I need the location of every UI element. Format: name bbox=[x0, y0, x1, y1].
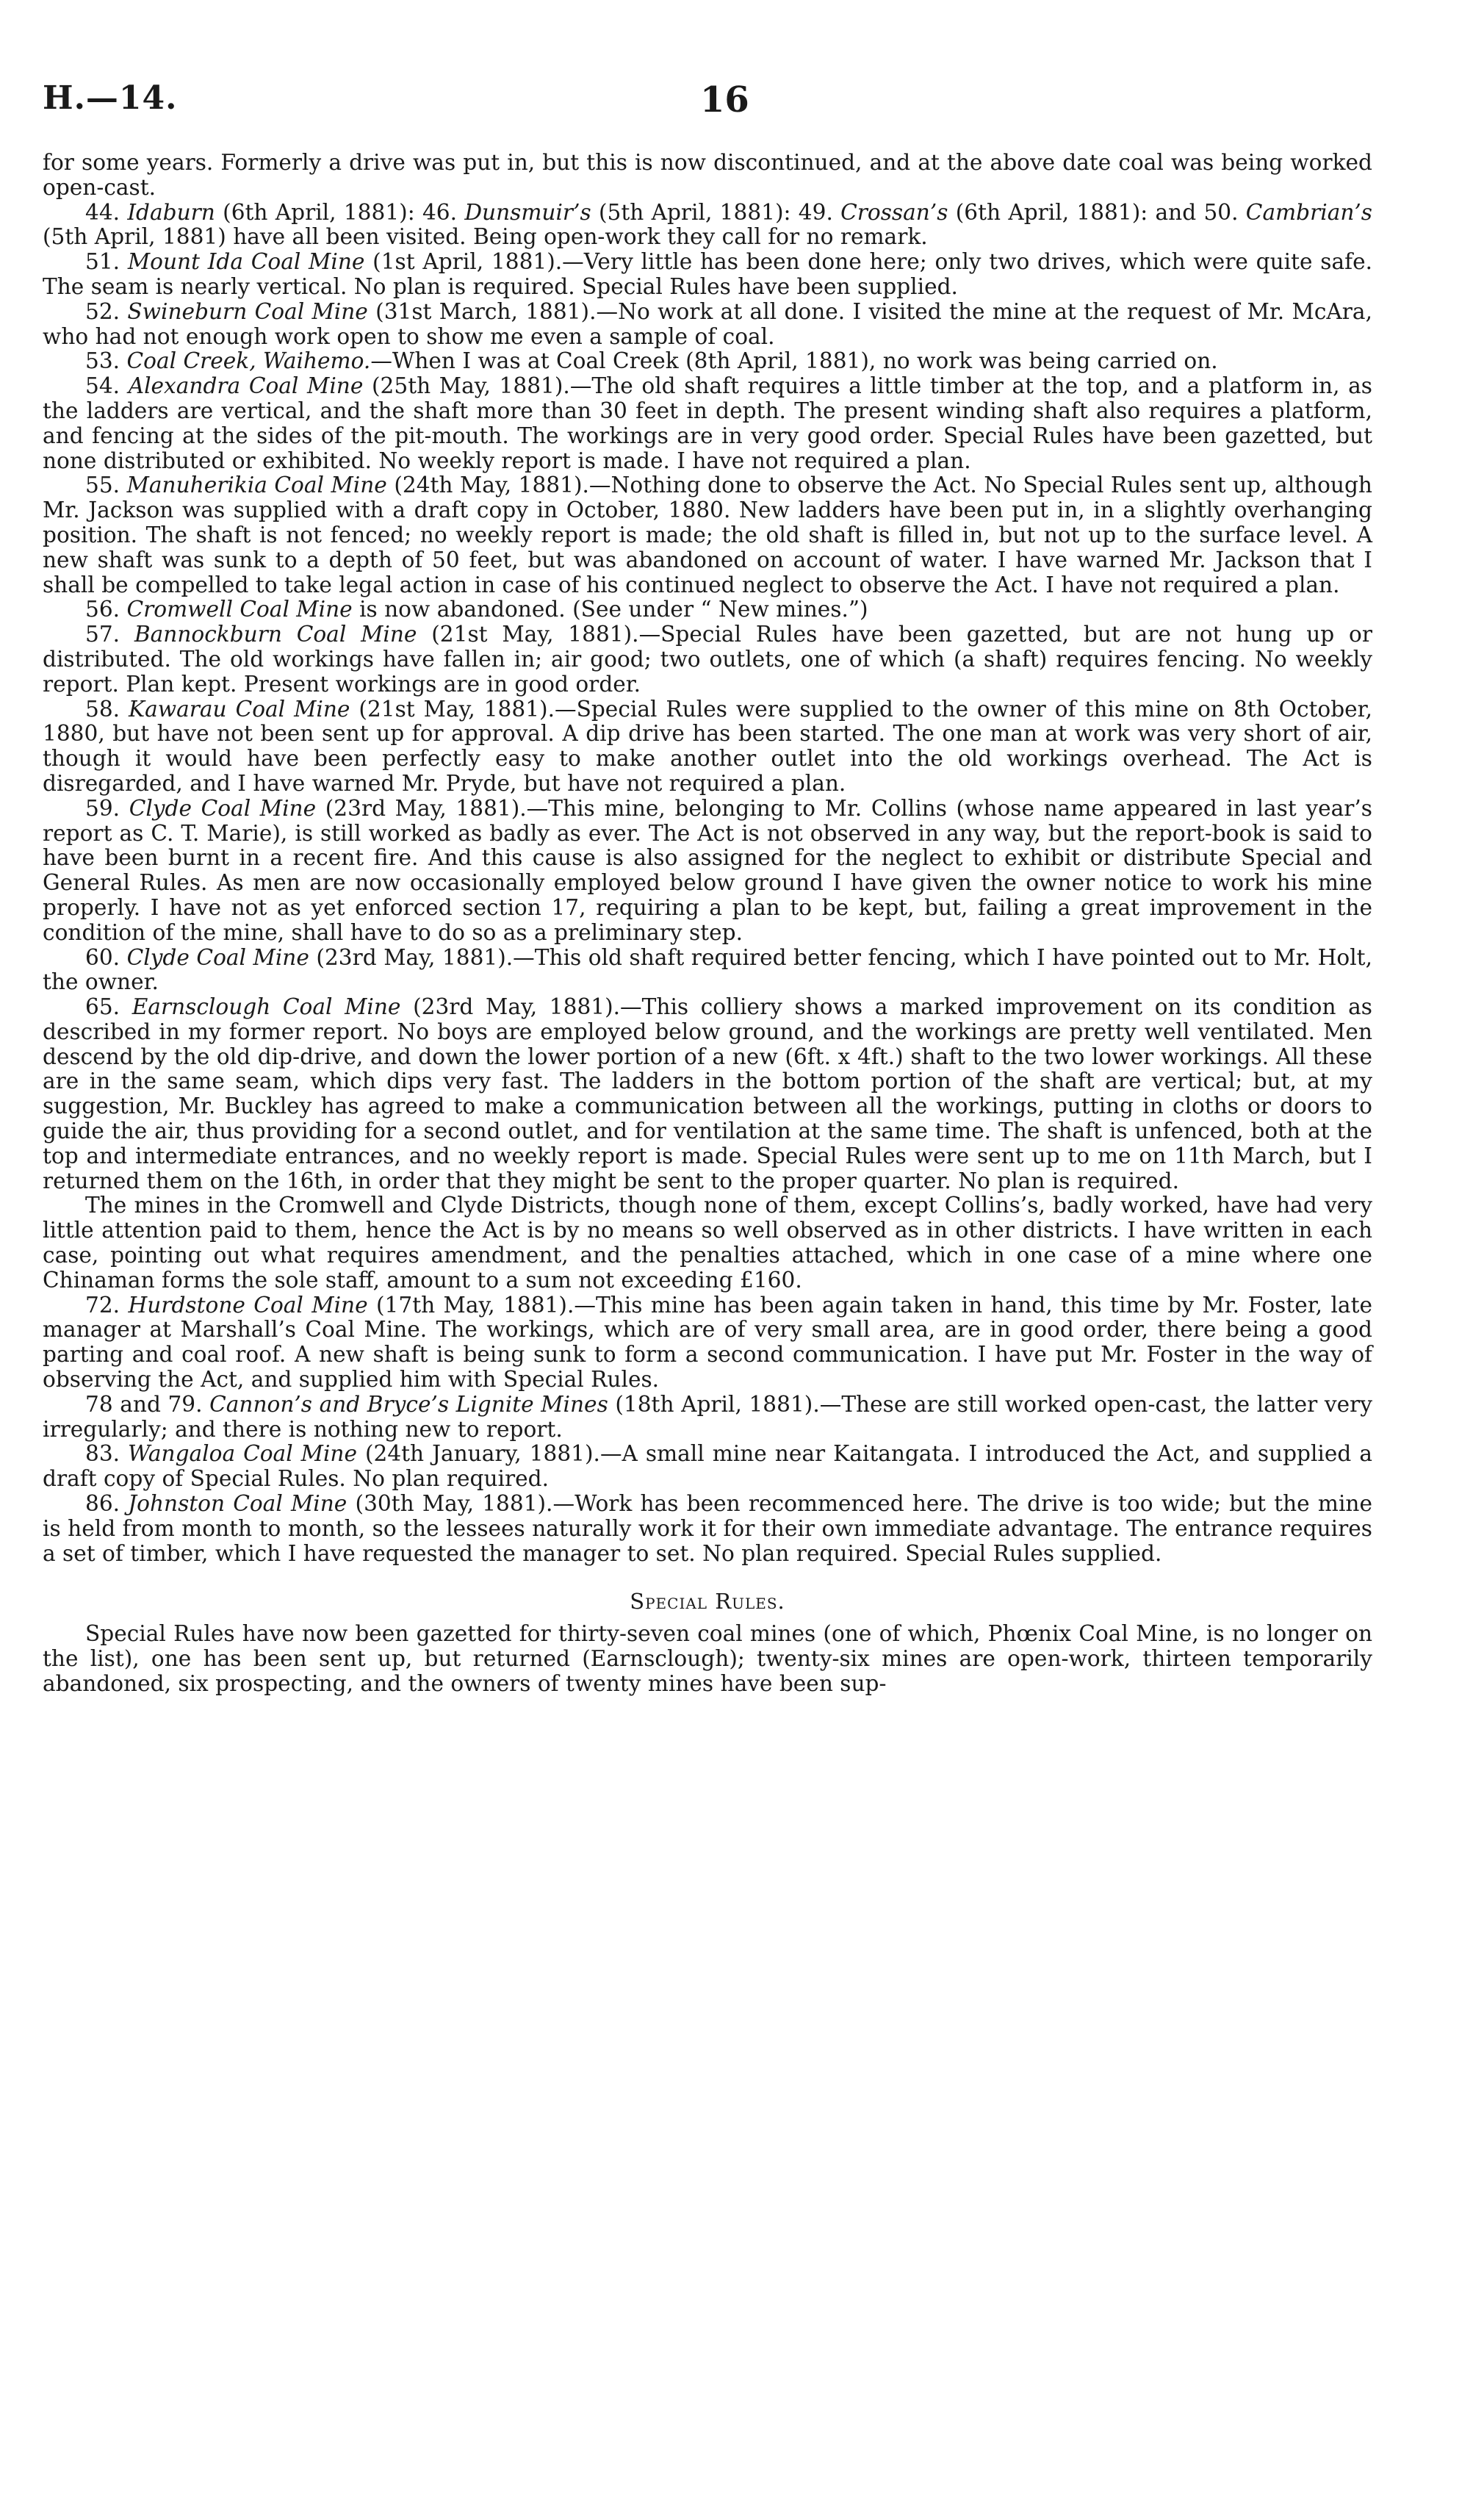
paragraph-text: (24th January, 1881).—A small mine near Kaitangata. I introduced the Act, and supplied a draft copy of Special Rules. No plan required. bbox=[43, 1441, 1372, 1492]
paragraph bbox=[43, 995, 1372, 1193]
paragraph bbox=[43, 1492, 1372, 1566]
mine-name: Manuherikia Coal Mine bbox=[126, 473, 387, 498]
paragraph-text: (23rd May, 1881).—This mine, belonging to Mr. Collins (whose name appeared in last year’s report as C. T. Marie), is still worked as badly as ever. The Act is not observed in any way, but the report-book is said to have been burnt in a recent fire. And this cause is also assigned for the neglect to exhibit or distribute Special and General Rules. As men are now occasionally employed below ground I have given the owner notice to work his mine properly. I have not as yet enforced section 17, requiring a plan to be kept, but, failing a great improvement in the condition of the mine, shall have to do so as a preliminary step. bbox=[43, 795, 1372, 945]
paragraph-text: (21st May, 1881).—Special Rules were supplied to the owner of this mine on 8th October, 1880, but have not been sent up for approval. A dip drive has been started. The one man at work was very short of air, though it would have been perfectly easy to make another outlet into the old workings overhead. The Act is disregarded, and I have warned Mr. Pryde, but have not required a plan. bbox=[43, 696, 1372, 796]
paragraph bbox=[43, 946, 1372, 996]
mine-name: Cambrian’s bbox=[1245, 199, 1372, 225]
paragraph-text: (1st April, 1881).—Very little has been done here; only two drives, which were quite safe. The seam is nearly vertical. No plan is required. Special Rules have been supplied. bbox=[43, 249, 1372, 299]
mine-name: Bannockburn Coal Mine bbox=[134, 622, 417, 647]
paragraph bbox=[43, 622, 1372, 697]
paragraph-text: 44. bbox=[85, 199, 128, 225]
mine-name: Kawarau Coal Mine bbox=[129, 696, 350, 722]
paragraph bbox=[43, 597, 1372, 622]
paragraph-text: 78 and 79. bbox=[85, 1391, 210, 1417]
paragraph-text: is now abandoned. (See under “ New mines.”) bbox=[352, 597, 868, 622]
paragraph bbox=[43, 1442, 1372, 1492]
page-header bbox=[43, 79, 1441, 123]
paragraph-text: (25th May, 1881).—The old shaft requires a little timber at the top, and a platform in, as the ladders are vertical, and the shaft more than 30 feet in depth. The present winding shaft also requires a platform, and fencing at the sides of the pit-mouth. The workings are in very good order. Special Rules have been gazetted, but none distributed or exhibited. No weekly report is made. I have not required a plan. bbox=[43, 373, 1372, 473]
paragraph bbox=[43, 1393, 1372, 1443]
paragraph bbox=[43, 1293, 1372, 1393]
paragraph bbox=[43, 349, 1372, 374]
paragraph-text: (17th May, 1881).—This mine has been again taken in hand, this time by Mr. Foster, late manager at Marshall’s Coal Mine. The workings, which are of very small area, are in good order, there being a good parting and coal roof. A new shaft is being sunk to form a second communication. I have put Mr. Foster in the way of observing the Act, and supplied him with Special Rules. bbox=[43, 1292, 1372, 1393]
mine-name: Clyde Coal Mine bbox=[129, 795, 317, 821]
mine-name: Cannon’s and Bryce’s Lignite Mines bbox=[209, 1391, 608, 1417]
mine-name: Swineburn Coal Mine bbox=[127, 298, 368, 324]
mine-name: Dunsmuir’s bbox=[464, 199, 591, 225]
paragraph-text: 52. bbox=[85, 298, 128, 324]
mine-name: Cromwell Coal Mine bbox=[126, 597, 353, 622]
paragraph-text: 54. bbox=[85, 373, 129, 399]
paragraph bbox=[43, 374, 1372, 473]
paragraph-text: (24th May, 1881).—Nothing done to observe the Act. No Special Rules sent up, although Mr. Jackson was supplied with a draft copy in October, 1880. New ladders have been put in, in a slightly overhanging position. The shaft is not fenced; no weekly report is made; the old shaft is filled in, but not up to the surface level. A new shaft was sunk to a depth of 50 feet, but was abandoned on account of water. I have warned Mr. Jackson that I shall be compelled to take legal action in case of his continued neglect to observe the Act. I have not required a plan. bbox=[43, 473, 1372, 597]
paragraph bbox=[43, 1193, 1372, 1293]
paragraph-text: (5th April, 1881): 49. bbox=[591, 199, 841, 225]
paragraph-text: (6th April, 1881): and 50. bbox=[948, 199, 1246, 225]
paragraph-text: 57. bbox=[85, 622, 134, 647]
paragraph-list bbox=[43, 151, 1372, 1566]
mine-name: Alexandra Coal Mine bbox=[128, 373, 364, 399]
section-heading: Special Rules. bbox=[630, 1589, 785, 1614]
paragraph-text: (21st May, 1881).—Special Rules have been gazetted, but are not hung up or distributed. The old workings have fallen in; air good; two outlets, one of which (a shaft) requires fencing. No weekly report. Plan kept. Present workings are in good order. bbox=[43, 622, 1372, 697]
paragraph-text: —When I was at Coal Creek (8th April, 1881), no work was being carried on. bbox=[370, 348, 1218, 374]
paragraph bbox=[43, 797, 1372, 946]
paragraph-text: 53. bbox=[85, 348, 127, 374]
mine-name: Clyde Coal Mine bbox=[126, 944, 309, 970]
paragraph-text: 51. bbox=[85, 249, 128, 275]
page-number: 16 bbox=[700, 79, 749, 121]
mine-name: Idaburn bbox=[127, 199, 215, 225]
mine-name: Johnston Coal Mine bbox=[128, 1491, 347, 1517]
paragraph-text: (23rd May, 1881).—This colliery shows a marked improvement on its condition as described in my former report. No boys are employed below ground, and the workings are pretty well ventilated. Men descend by the old dip-drive, and down the lower portion of a new (6ft. x 4ft.) shaft to the two lower workings. All these are in the same seam, which dips very fast. The ladders in the bottom portion of the shaft are vertical; but, at my suggestion, Mr. Buckley has agreed to make a communication between all the workings, putting in cloths or doors to guide the air, thus providing for a second outlet, and for ventilation at the same time. The shaft is unfenced, both at the top and intermediate entrances, and no weekly report is made. Special Rules were sent up to me on 11th March, but I returned them on the 16th, in order that they might be sent to the proper quarter. No plan is required. bbox=[43, 994, 1372, 1193]
document-body bbox=[43, 151, 1372, 1697]
paragraph-text: The mines in the Cromwell and Clyde Districts, though none of them, except Collins’s, badly worked, have had very little attention paid to them, hence the Act is by no means so well observed as in other districts. I have written in each case, pointing out what requires amendment, and the penalties attached, which in one case of a mine where one Chinaman forms the sole staff, amount to a sum not exceeding £160. bbox=[43, 1193, 1372, 1293]
report-id: H.—14. bbox=[43, 79, 178, 117]
mine-name: Hurdstone Coal Mine bbox=[128, 1292, 368, 1318]
paragraph bbox=[43, 473, 1372, 597]
section-paragraph: Special Rules have now been gazetted for thirty-seven coal mines (one of which, Phœnix Coal Mine, is no longer on the list), one has been sent up, but returned (Earnsclough); twenty-six mines are open-work, thirteen temporarily abandoned, six prospecting, and the owners of twenty mines have been sup- bbox=[43, 1621, 1372, 1696]
paragraph-text: 72. bbox=[85, 1292, 129, 1318]
mine-name: Earnsclough Coal Mine bbox=[132, 994, 401, 1020]
mine-name: Crossan’s bbox=[840, 199, 948, 225]
paragraph bbox=[43, 250, 1372, 300]
paragraph-text: 60. bbox=[85, 944, 127, 970]
paragraph-text: (23rd May, 1881).—This old shaft required better fencing, which I have pointed out to Mr. Holt, the owner. bbox=[43, 944, 1372, 995]
paragraph-text: (5th April, 1881) have all been visited. Being open-work they call for no remark. bbox=[43, 224, 928, 250]
mine-name: Wangaloa Coal Mine bbox=[128, 1441, 357, 1467]
paragraph-text: for some years. Formerly a drive was put in, but this is now discontinued, and at the above date coal was being worked open-cast. bbox=[43, 150, 1372, 200]
paragraph-text: 86. bbox=[85, 1491, 129, 1517]
paragraph-text: 56. bbox=[85, 597, 127, 622]
mine-name: Coal Creek, Waihemo. bbox=[126, 348, 371, 374]
paragraph-text: (31st March, 1881).—No work at all done. I visited the mine at the request of Mr. McAra, who had not enough work open to show me even a sample of coal. bbox=[43, 298, 1372, 349]
paragraph-text: (30th May, 1881).—Work has been recommenced here. The drive is too wide; but the mine is held from month to month, so the lessees naturally work it for their own immediate advantage. The entrance requires a set of timber, which I have requested the manager to set. No plan required. Special Rules supplied. bbox=[43, 1491, 1372, 1566]
paragraph bbox=[43, 201, 1372, 251]
paragraph-text: 58. bbox=[85, 696, 129, 722]
mine-name: Mount Ida Coal Mine bbox=[127, 249, 365, 275]
paragraph-text: 59. bbox=[85, 795, 129, 821]
paragraph-text: 55. bbox=[85, 473, 127, 498]
paragraph-text: (6th April, 1881): 46. bbox=[215, 199, 465, 225]
paragraph-text: 65. bbox=[85, 994, 132, 1020]
paragraph bbox=[43, 151, 1372, 201]
paragraph-text: 83. bbox=[85, 1441, 129, 1467]
paragraph bbox=[43, 300, 1372, 350]
paragraph bbox=[43, 697, 1372, 797]
paragraph-text: (18th April, 1881).—These are still worked open-cast, the latter very irregularly; and there is nothing new to report. bbox=[43, 1391, 1372, 1442]
